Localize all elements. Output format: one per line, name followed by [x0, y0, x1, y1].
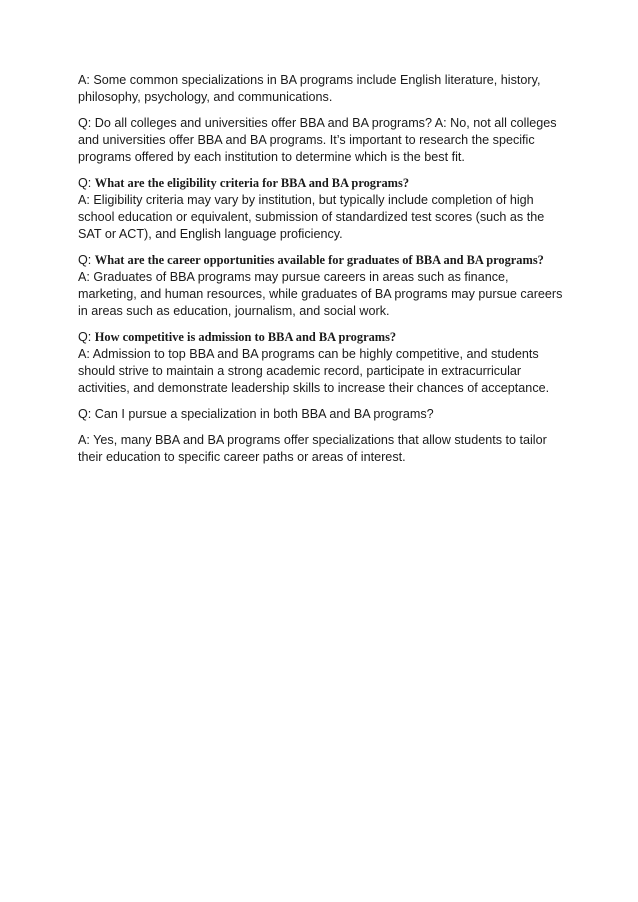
question-prefix: Q: [78, 176, 95, 190]
faq-all-colleges: Q: Do all colleges and universities offer BBA and BA programs? A: No, not all colleges and universities offer BBA and BA programs. It’s important to research the specific programs offered by each institution to determine which is the best fit. [78, 116, 557, 164]
question-line [78, 329, 568, 346]
faq-careers [78, 252, 568, 320]
answer-careers: A: Graduates of BBA programs may pursue careers in areas such as finance, marketing, and human resources, while graduates of BA programs may pursue careers in areas such as education, journalism, and social work. [78, 270, 563, 318]
faq-admission [78, 329, 568, 397]
answer-specializations: A: Some common specializations in BA programs include English literature, history, philosophy, psychology, and communications. [78, 73, 541, 104]
question-prefix: Q: [78, 330, 95, 344]
question-line [78, 252, 568, 269]
question-careers: What are the career opportunities available for graduates of BBA and BA programs? [94, 253, 544, 267]
question-eligibility: What are the eligibility criteria for BBA and BA programs? [94, 176, 410, 190]
answer-specialization-both: A: Yes, many BBA and BA programs offer specializations that allow students to tailor their education to specific career paths or areas of interest. [78, 433, 547, 464]
question-prefix: Q: [78, 253, 95, 267]
question-line [78, 175, 568, 192]
document-page [78, 72, 568, 475]
faq-eligibility [78, 175, 568, 243]
question-admission: How competitive is admission to BBA and BA programs? [94, 330, 397, 344]
question-specialization-both: Q: Can I pursue a specialization in both BBA and BA programs? [78, 407, 434, 421]
answer-admission: A: Admission to top BBA and BA programs can be highly competitive, and students should strive to maintain a strong academic record, participate in extracurricular activities, and demonstrate leadership skills to increase their chances of acceptance. [78, 347, 550, 395]
answer-eligibility: A: Eligibility criteria may vary by institution, but typically include completion of high school education or equivalent, submission of standardized test scores (such as the SAT or ACT), and English language proficiency. [78, 193, 545, 241]
